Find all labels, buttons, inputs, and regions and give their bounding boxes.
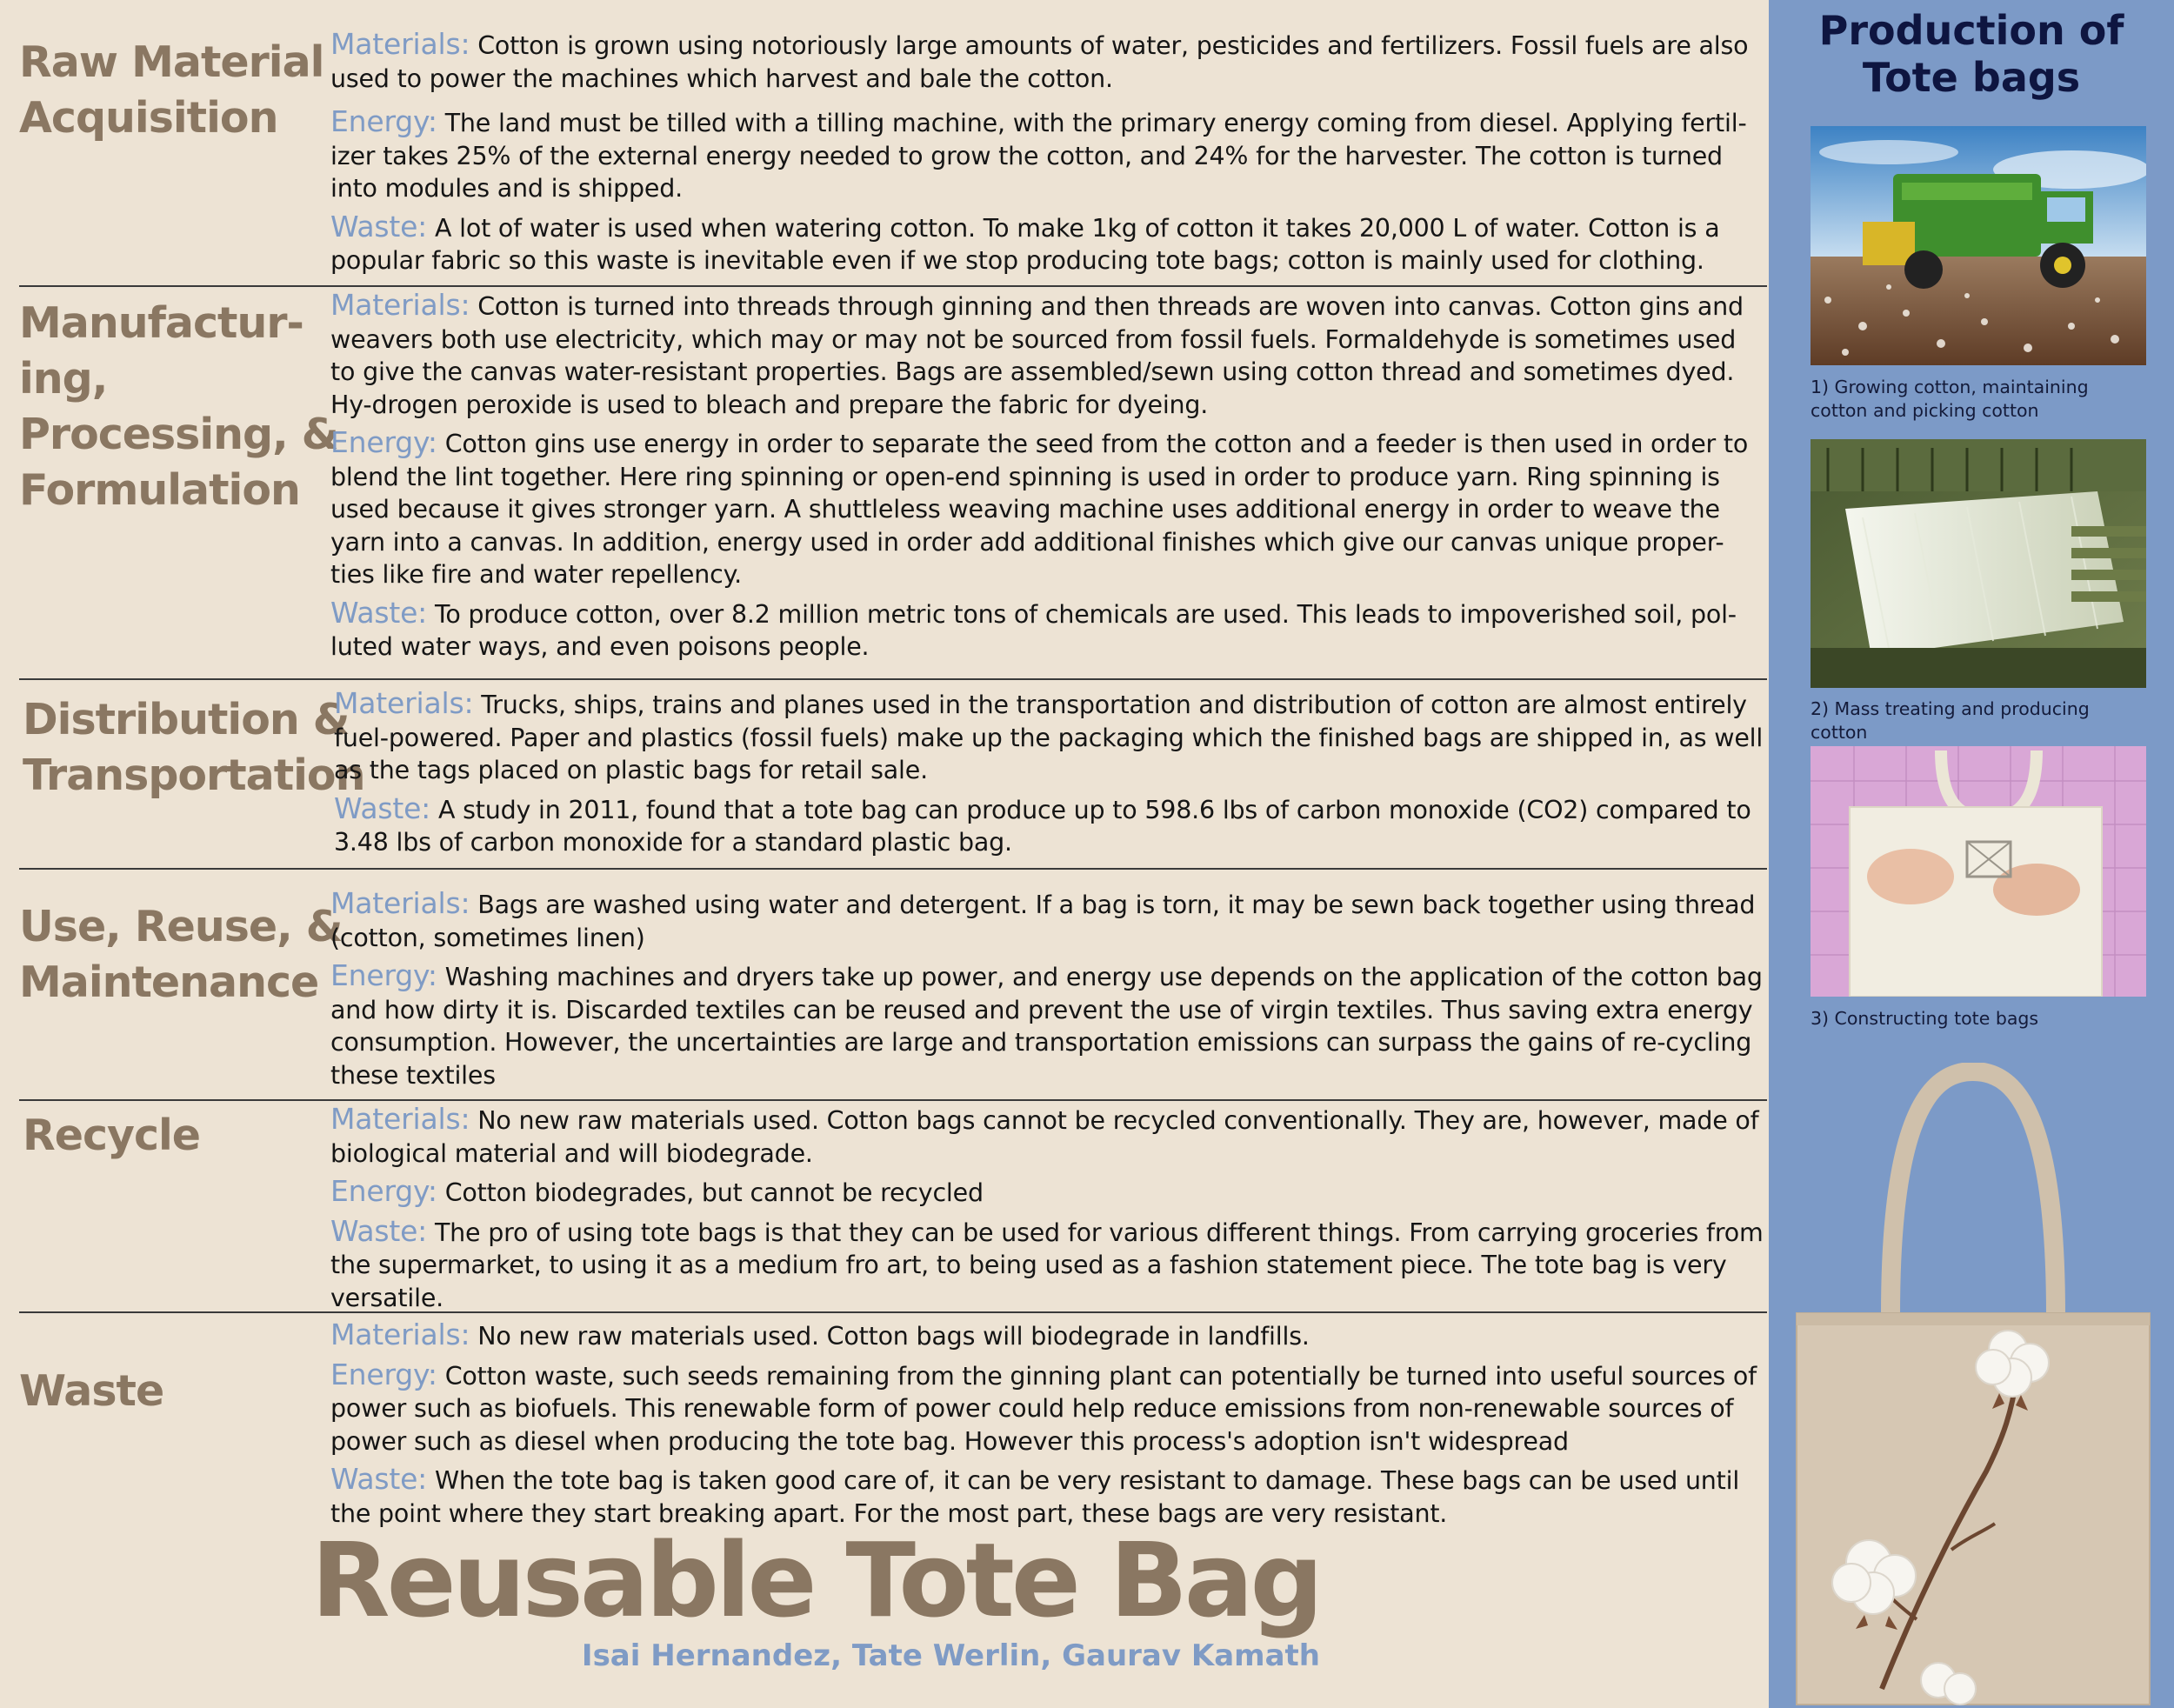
stage-heading: Raw Material Acquisition	[19, 37, 324, 143]
energy-text: Cotton waste, such seeds remaining from the ginning plant can potentially be turned into useful sources of power such as biofuels. This renewable form of power could help reduce emissions from non-renewable sources of power such as diesel when producing the tote bag. However this process's adoption isn't widespread	[330, 1361, 1757, 1456]
stage-heading: Manufactur- ing, Processing, & Formulation	[19, 298, 338, 515]
stage-heading: Distribution & Transportation	[23, 695, 365, 800]
stage-content	[330, 28, 1767, 283]
waste-paragraph	[330, 210, 1767, 277]
energy-label: Energy:	[330, 425, 437, 459]
stage-content	[330, 1318, 1767, 1535]
energy-label: Energy:	[330, 1357, 437, 1391]
energy-label: Energy:	[330, 958, 437, 992]
materials-label: Materials:	[330, 886, 470, 920]
stage-content	[330, 887, 1767, 1097]
energy-text: Cotton gins use energy in order to separate the seed from the cotton and a feeder is then used in order to blend the lint together. Here ring spinning or open-end spinning is used in order to produce yarn. Ring spinning is used because it gives stronger yarn. A shuttleless weaving machine uses additional energy in order to weave the yarn into a canvas. In addition, energy used in order add additional finishes which give our canvas unique proper-ties like fire and water repellency.	[330, 430, 1749, 589]
materials-text: No new raw materials used. Cotton bags will biodegrade in landfills.	[477, 1322, 1310, 1351]
poster-authors: Isai Hernandez, Tate Werlin, Gaurav Kamath	[581, 1638, 1320, 1673]
cotton-harvester-photo	[1811, 126, 2146, 365]
cotton-processing-photo	[1811, 439, 2146, 688]
waste-paragraph	[334, 792, 1767, 859]
energy-paragraph	[330, 1175, 1767, 1210]
caption-constructing: 3) Constructing tote bags	[1811, 1008, 2039, 1029]
section-recycle	[19, 1101, 1767, 1313]
waste-label: Waste:	[330, 209, 428, 244]
materials-label: Materials:	[330, 1318, 470, 1351]
stage-heading: Waste	[19, 1366, 164, 1416]
stage-heading: Recycle	[23, 1111, 201, 1160]
materials-label: Materials:	[330, 27, 470, 61]
energy-paragraph	[330, 426, 1767, 591]
section-raw-material	[19, 24, 1767, 287]
section-use-reuse	[19, 870, 1767, 1101]
materials-text: Bags are washed using water and detergent. If a bag is torn, it may be sewn back together using thread (cotton, sometimes linen)	[330, 891, 1756, 952]
materials-label: Materials:	[330, 1102, 470, 1136]
materials-paragraph	[330, 289, 1767, 421]
waste-label: Waste:	[330, 1462, 428, 1496]
energy-text: Cotton biodegrades, but cannot be recycled	[444, 1178, 984, 1207]
materials-label: Materials:	[334, 686, 474, 720]
materials-text: Trucks, ships, trains and planes used in the transportation and distribution of cotton are almost entirely fuel-powered. Paper and plastics (fossil fuels) make up the packaging which the finished bags are shipped in, as well as the tags placed on plastic bags for retail sale.	[334, 691, 1764, 784]
section-distribution	[19, 680, 1767, 870]
materials-text: Cotton is grown using notoriously large amounts of water, pesticides and fertilizers. Fossil fuels are also used to power the machines which harvest and bale the cotton.	[330, 31, 1749, 93]
materials-label: Materials:	[330, 288, 470, 322]
materials-paragraph	[330, 28, 1767, 95]
waste-text: To produce cotton, over 8.2 million metric tons of chemicals are used. This leads to impoverished soil, pol-luted water ways, and even poisons people.	[330, 599, 1737, 661]
waste-paragraph	[330, 597, 1767, 664]
materials-paragraph	[330, 1318, 1767, 1353]
energy-paragraph	[330, 105, 1767, 205]
energy-text: The land must be tilled with a tilling machine, with the primary energy coming from diesel. Applying fertil-izer takes 25% of the external energy needed to grow the cotton, and 24% for the harvester. The cotton is turned into modules and is shipped.	[330, 109, 1747, 203]
stage-content	[330, 1103, 1767, 1319]
waste-text: When the tote bag is taken good care of, it can be very resistant to damage. These bags can be used until the point where they start breaking apart. For the most part, these bags are very resistant.	[330, 1466, 1740, 1528]
materials-text: Cotton is turned into threads through ginning and then threads are woven into canvas. Cotton gins and weavers both use electricity, which may or may not be sourced from fossil fuels. Formaldehyde is sometimes used to give the canvas water-resistant properties. Bags are assembled/sewn using cotton thread and sometimes dyed. Hy-drogen peroxide is used to bleach and prepare the fabric for dyeing.	[330, 292, 1744, 419]
energy-paragraph	[330, 1358, 1767, 1458]
section-waste	[19, 1313, 1767, 1539]
tote-construction-photo	[1811, 746, 2146, 997]
stage-content	[334, 687, 1767, 864]
waste-label: Waste:	[330, 595, 428, 630]
materials-paragraph	[330, 887, 1767, 954]
sidebar-title: Production of Tote bags	[1818, 7, 2124, 101]
poster-title: Reusable Tote Bag	[310, 1520, 1320, 1640]
waste-text: A study in 2011, found that a tote bag can produce up to 598.6 lbs of carbon monoxide (CO2) compared to 3.48 lbs of carbon monoxide for a standard plastic bag.	[334, 795, 1751, 857]
materials-paragraph	[334, 687, 1767, 787]
stage-content	[330, 289, 1767, 669]
energy-paragraph	[330, 959, 1767, 1091]
section-manufacturing	[19, 287, 1767, 680]
energy-label: Energy:	[330, 1174, 437, 1208]
waste-label: Waste:	[334, 791, 431, 825]
sidebar	[1769, 0, 2174, 1708]
waste-text: The pro of using tote bags is that they can be used for various different things. From carrying groceries from the supermarket, to using it as a medium fro art, to being used as a fashion statement piece. The tote bag is very versatile.	[330, 1218, 1764, 1312]
caption-treating: 2) Mass treating and producing cotton	[1811, 698, 2090, 743]
tote-bag-illustration	[1786, 1063, 2160, 1708]
waste-paragraph	[330, 1215, 1767, 1315]
waste-text: A lot of water is used when watering cotton. To make 1kg of cotton it takes 20,000 L of water. Cotton is a popular fabric so this waste is inevitable even if we stop producing tote bags; cotton is mainly used for clothing.	[330, 213, 1720, 275]
materials-text: No new raw materials used. Cotton bags cannot be recycled conventionally. They are, however, made of biological material and will biodegrade.	[330, 1106, 1759, 1168]
stage-heading: Use, Reuse, & Maintenance	[19, 902, 343, 1007]
energy-text: Washing machines and dryers take up power, and energy use depends on the application of the cotton bag and how dirty it is. Discarded textiles can be reused and prevent the use of virgin textiles. Thus saving extra energy consumption. However, the uncertainties are large and transportation emissions can surpass the gains of re-cycling these textiles	[330, 963, 1763, 1090]
energy-label: Energy:	[330, 104, 437, 138]
materials-paragraph	[330, 1103, 1767, 1170]
caption-growing: 1) Growing cotton, maintaining cotton and picking cotton	[1811, 377, 2089, 421]
waste-label: Waste:	[330, 1213, 428, 1248]
